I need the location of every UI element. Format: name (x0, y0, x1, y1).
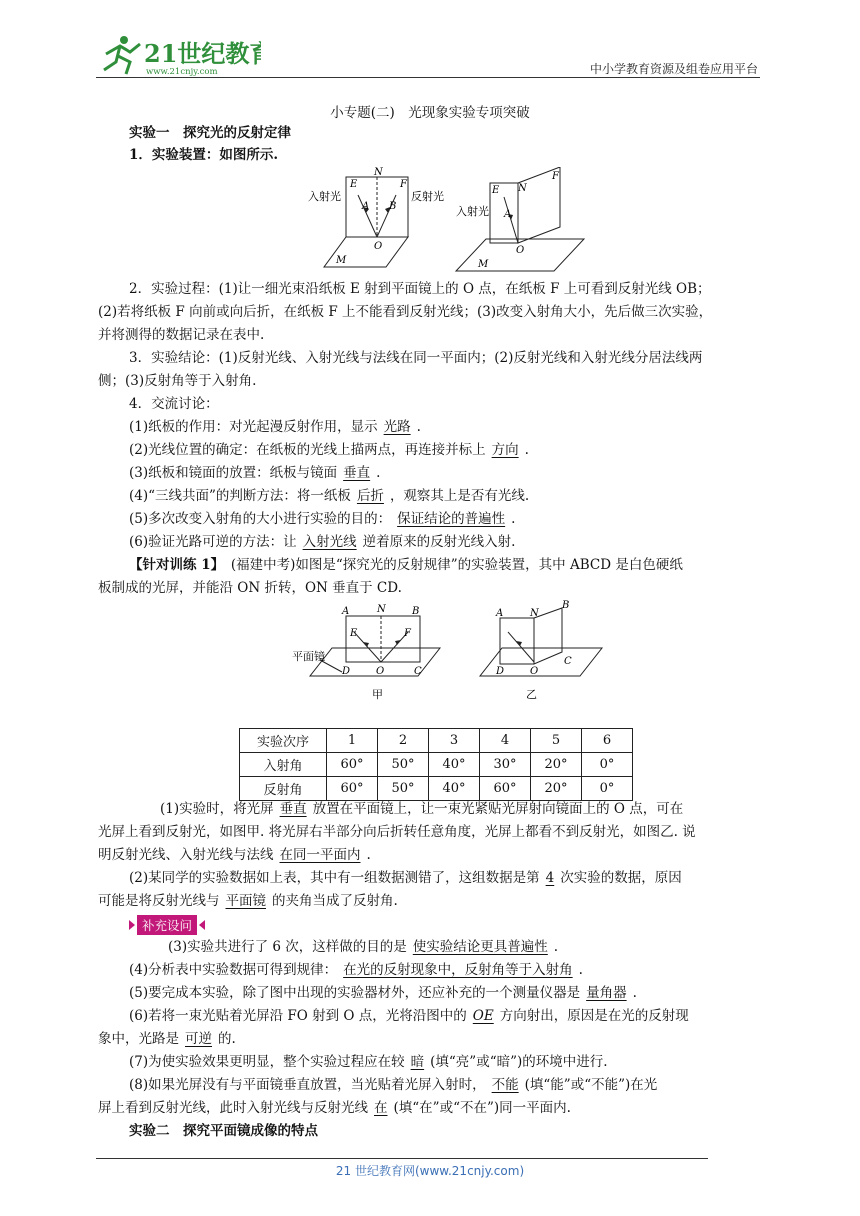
q1-line2: 光屏上看到反射光，如图甲. 将光屏右半部分向后折转任意角度，光屏上都看不到反射光，如图乙. 说 (98, 824, 696, 840)
q4-answer: 在光的反射现象中，反射角等于入射角 (343, 962, 573, 978)
training-line2: 板制成的光屏，并能沿 ON 折转，ON 垂直于 CD. (98, 580, 402, 596)
table-cell: 6 (582, 729, 633, 753)
svg-text:C: C (414, 666, 422, 677)
table-cell: 40° (429, 777, 480, 801)
page-title: 小专题(二) 光现象实验专项突破 (330, 105, 530, 121)
q1-answer: 垂直 (279, 801, 307, 817)
answer-3: 垂直 (343, 465, 371, 481)
exp1-item3-line1: 3．实验结论：(1)反射光线、入射光线与法线在同一平面内；(2)反射光线和入射光线分居法线两 (129, 350, 703, 366)
table-cell: 0° (582, 753, 633, 777)
exp1-item1: 1．实验装置：如图所示. (129, 147, 279, 163)
svg-text:乙: 乙 (526, 688, 537, 701)
q6-line1: (6)若将一束光贴着光屏沿 FO 射到 O 点，光将沿图中的 OE 方向射出，原因是在光的反射现 (129, 1008, 689, 1024)
svg-text:B: B (562, 600, 570, 611)
svg-text:E: E (492, 185, 500, 196)
triangle-right-icon (129, 920, 135, 930)
svg-text:A: A (362, 201, 370, 212)
svg-text:M: M (478, 259, 489, 270)
table-row (240, 729, 633, 753)
svg-text:甲: 甲 (372, 688, 383, 701)
figure-jia-yi (290, 600, 610, 708)
table-cell: 60° (327, 753, 378, 777)
svg-text:M: M (336, 255, 347, 266)
table-cell: 50° (378, 777, 429, 801)
table-cell: 30° (480, 753, 531, 777)
triangle-left-icon (199, 920, 205, 930)
svg-text:入射光: 入射光 (308, 190, 341, 203)
figure-reflection-apparatus (306, 167, 596, 279)
svg-text:www.21cnjy.com: www.21cnjy.com (146, 67, 218, 76)
answer-4: 后折 (356, 488, 384, 504)
discussion-6: (6)验证光路可逆的方法：让 入射光线 逆着原来的反射光线入射. (129, 534, 516, 550)
svg-text:A: A (504, 209, 512, 220)
svg-text:F: F (400, 179, 407, 190)
svg-text:N: N (518, 183, 527, 194)
svg-text:N: N (374, 167, 383, 178)
svg-text:O: O (376, 666, 385, 677)
q5-answer: 量角器 (586, 985, 627, 1001)
table-cell: 0° (582, 777, 633, 801)
q3: (3)实验共进行了 6 次，这样做的目的是 使实验结论更具普遍性 . (168, 939, 559, 955)
exp1-item2-line2: (2)若将纸板 F 向前或向后折，在纸板 F 上不能看到反射光线；(3)改变入射角大小，先后做三次实验， (98, 304, 713, 320)
svg-text:E: E (350, 628, 358, 639)
training-line1: 【针对训练 1】 (福建中考)如图是“探究光的反射规律”的实验装置，其中 ABCD 是白色硬纸 (129, 557, 683, 573)
footer-link[interactable]: 21 世纪教育网(www.21cnjy.com) (335, 1164, 525, 1178)
discussion-3: (3)纸板和镜面的放置：纸板与镜面 垂直 . (129, 465, 381, 481)
footer-divider (96, 1158, 708, 1159)
svg-text:N: N (377, 604, 386, 615)
q5: (5)要完成本实验，除了图中出现的实验器材外，还应补充的一个测量仪器是 量角器 . (129, 985, 637, 1001)
q7-answer: 暗 (410, 1054, 425, 1070)
q3-answer: 使实验结论更具普遍性 (412, 939, 548, 955)
answer-6: 入射光线 (302, 534, 357, 550)
svg-text:O: O (516, 245, 525, 256)
table-cell: 20° (531, 777, 582, 801)
row-header: 实验次序 (240, 729, 327, 753)
svg-text:F: F (404, 628, 411, 639)
table-cell: 50° (378, 753, 429, 777)
table-cell: 4 (480, 729, 531, 753)
svg-text:E: E (350, 179, 358, 190)
table-row (240, 777, 633, 801)
q1-answer-2: 在同一平面内 (279, 847, 361, 863)
discussion-5: (5)多次改变入射角的大小进行实验的目的： 保证结论的普遍性 . (129, 511, 516, 527)
svg-text:B: B (412, 606, 420, 617)
table-cell: 3 (429, 729, 480, 753)
svg-text:O: O (374, 241, 383, 252)
svg-text:21世纪教育: 21世纪教育 (144, 39, 261, 68)
svg-text:F: F (552, 171, 559, 182)
table-cell: 40° (429, 753, 480, 777)
exp1-item2-line3: 并将测得的数据记录在表中. (98, 327, 265, 343)
svg-text:D: D (496, 666, 505, 677)
exp2-heading: 实验二 探究平面镜成像的特点 (129, 1123, 318, 1139)
exp1-item4: 4．交流讨论： (129, 396, 219, 412)
exp1-item2-line1: 2．实验过程：(1)让一细光束沿纸板 E 射到平面镜上的 O 点，在纸板 F 上可看到反射光线 OB； (129, 281, 711, 297)
row-header: 反射角 (240, 777, 327, 801)
logo (96, 32, 261, 76)
row-header: 入射角 (240, 753, 327, 777)
q8-line1: (8)如果光屏没有与平面镜垂直放置，当光贴着光屏入射时， 不能 (填“能”或“不能”)在光 (129, 1077, 658, 1093)
answer-1: 光路 (383, 419, 411, 435)
answer-5: 保证结论的普遍性 (397, 511, 506, 527)
q6-answer-2: 可逆 (185, 1031, 212, 1047)
table-cell: 2 (378, 729, 429, 753)
svg-text:A: A (342, 606, 350, 617)
q4: (4)分析表中实验数据可得到规律： 在光的反射现象中，反射角等于入射角 . (129, 962, 583, 978)
exp1-item3-line2: 侧；(3)反射角等于入射角. (98, 373, 257, 389)
svg-text:反射光: 反射光 (411, 190, 444, 203)
answer-2: 方向 (491, 442, 519, 458)
q1-line1: (1)实验时，将光屏 垂直 放置在平面镜上，让一束光紧贴光屏射向镜面上的 O 点，可在 (160, 801, 684, 817)
svg-text:N: N (530, 608, 539, 619)
table-cell: 60° (480, 777, 531, 801)
table-cell: 20° (531, 753, 582, 777)
exp1-heading: 实验一 探究光的反射定律 (129, 125, 291, 141)
q1-line3: 明反射光线、入射光线与法线 在同一平面内 . (98, 847, 371, 863)
discussion-1: (1)纸板的作用：对光起漫反射作用，显示 光路 . (129, 419, 421, 435)
platform-label: 中小学教育资源及组卷应用平台 (589, 62, 758, 76)
svg-text:O: O (530, 666, 539, 677)
q2-answer: 4 (545, 870, 555, 886)
data-table (239, 728, 633, 801)
svg-text:B: B (389, 201, 397, 212)
q2-line1: (2)某同学的实验数据如上表，其中有一组数据测错了，这组数据是第 4 次实验的数据，原因 (129, 870, 682, 886)
table-cell: 5 (531, 729, 582, 753)
svg-text:C: C (564, 656, 572, 667)
table-cell: 1 (327, 729, 378, 753)
q8-line2: 屏上看到反射光线，此时入射光线与反射光线 在 (填“在”或“不在”)同一平面内. (98, 1100, 571, 1116)
q2-answer-2: 平面镜 (225, 893, 266, 909)
q8-answer-2: 在 (374, 1100, 388, 1116)
supplement-label: 补充设问 (137, 915, 197, 935)
table-row (240, 753, 633, 777)
table-cell: 60° (327, 777, 378, 801)
q7: (7)为使实验效果更明显，整个实验过程应在较 暗 (填“亮”或“暗”)的环境中进行. (129, 1054, 608, 1070)
discussion-4: (4)“三线共面”的判断方法：将一纸板 后折 ，观察其上是否有光线. (129, 488, 530, 504)
discussion-2: (2)光线位置的确定：在纸板的光线上描两点，再连接并标上 方向 . (129, 442, 529, 458)
svg-text:入射光: 入射光 (456, 205, 489, 218)
supplement-badge (129, 915, 205, 934)
header-divider (96, 77, 760, 78)
q6-answer: OE (472, 1008, 494, 1024)
q6-line2: 象中，光路是 可逆 的. (98, 1031, 236, 1047)
svg-text:A: A (496, 608, 504, 619)
svg-text:平面镜: 平面镜 (292, 650, 325, 663)
q2-line2: 可能是将反射光线与 平面镜 的夹角当成了反射角. (98, 893, 398, 909)
svg-text:D: D (342, 666, 351, 677)
q8-answer: 不能 (491, 1077, 519, 1093)
